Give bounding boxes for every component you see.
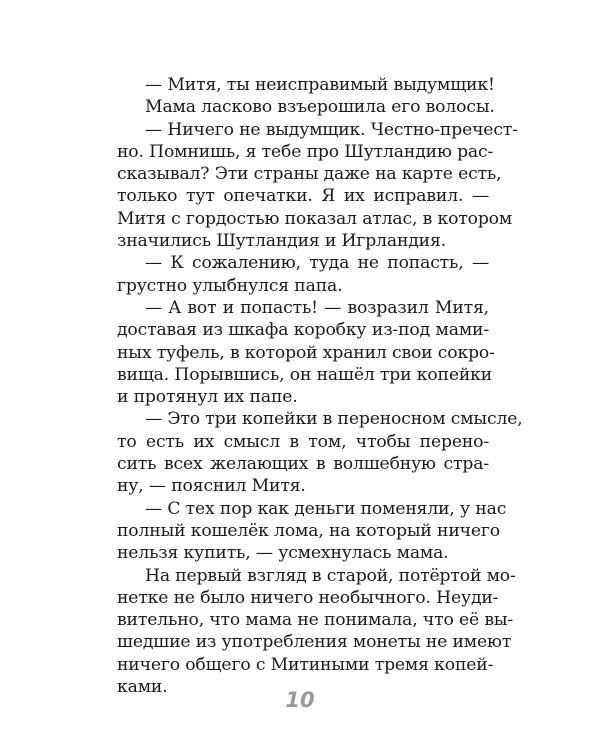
- text-line: ничего общего с Митиными тремя копей-: [117, 654, 494, 675]
- text-line: грустно улыбнулся папа.: [117, 275, 343, 296]
- text-line: вища. Порывшись, он нашёл три копейки: [117, 364, 493, 385]
- text-line: и протянул их папе.: [117, 387, 298, 408]
- text-line: На первый взгляд в старой, потёртой мо-: [145, 565, 516, 586]
- text-line: — К сожалению, туда не попасть, —: [145, 253, 489, 274]
- text-line: доставая из шкафа коробку из-под мами-: [117, 320, 489, 341]
- text-line: то есть их смысл в том, чтобы перено-: [117, 431, 489, 452]
- text-line: полный кошелёк лома, на который ничего: [117, 520, 500, 541]
- text-line: нетке не было ничего необычного. Неуди-: [117, 587, 499, 608]
- text-line: нельзя купить, — усмехнулась мама.: [117, 543, 449, 564]
- text-line: но. Помнишь, я тебе про Шутландию рас-: [117, 141, 494, 162]
- text-line: Митя с гордостью показал атлас, в котором: [117, 208, 513, 229]
- text-line: значились Шутландия и Игрландия.: [117, 231, 446, 252]
- text-line: — А вот и попасть! — возразил Митя,: [145, 297, 489, 318]
- text-line: — Это три копейки в переносном смысле,: [145, 409, 523, 430]
- page-number: 10: [285, 688, 315, 712]
- text-line: Мама ласково взъерошила его волосы.: [145, 97, 495, 118]
- text-line: — Ничего не выдумщик. Честно-пречест-: [145, 119, 518, 140]
- text-line: шедшие из употребления монеты не имеют: [117, 632, 512, 653]
- text-line: ных туфель, в которой хранил свои сокро-: [117, 342, 495, 363]
- text-line: ками.: [117, 677, 168, 698]
- text-line: сить всех желающих в волшебную стра-: [117, 454, 489, 475]
- text-line: сказывал? Эти страны даже на карте есть,: [117, 164, 502, 185]
- text-line: — С тех пор как деньги поменяли, у нас: [145, 498, 507, 519]
- text-line: — Митя, ты неисправимый выдумщик!: [145, 75, 495, 95]
- text-line: только тут опечатки. Я их исправил. —: [117, 186, 489, 207]
- text-line: вительно, что мама не понимала, что её вы-: [117, 610, 514, 631]
- text-line: ну, — пояснил Митя.: [117, 476, 306, 497]
- page-text: [117, 74, 523, 698]
